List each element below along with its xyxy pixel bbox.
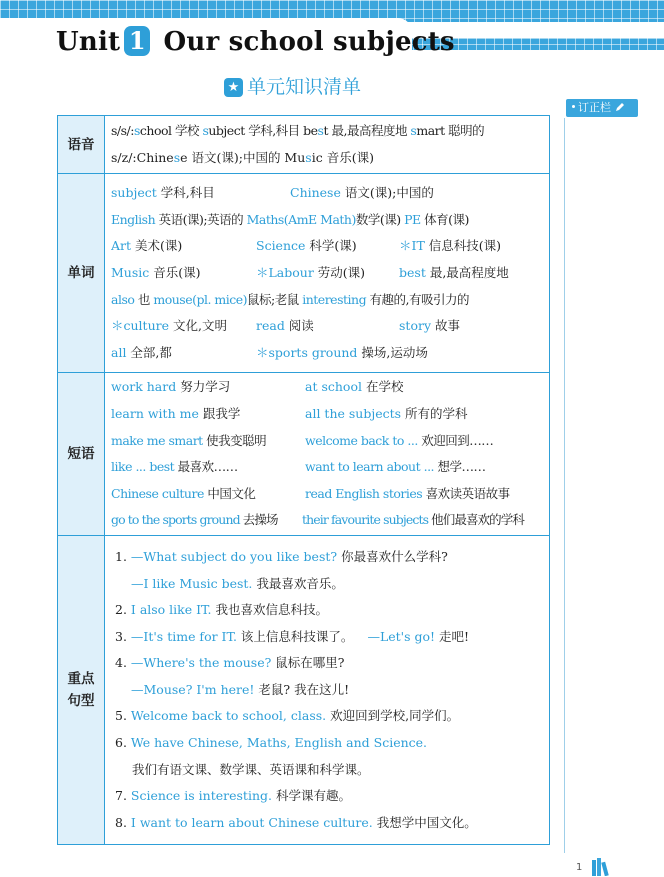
- pronunciation-line-1: [111, 118, 545, 145]
- sentence-number: 1.: [115, 548, 131, 564]
- phrase: welcome back to ...: [305, 432, 418, 448]
- unit-word: Unit: [56, 27, 121, 57]
- pencil-icon: [615, 102, 625, 112]
- phrases-content: [105, 373, 550, 536]
- dot-icon: [572, 105, 575, 108]
- word: subject: [111, 185, 157, 201]
- word: read: [256, 318, 285, 334]
- words-row: [58, 174, 550, 373]
- words-line-6: [111, 313, 545, 340]
- meaning: 欢迎回到……: [417, 432, 494, 448]
- meaning: 使我变聪明: [202, 432, 267, 448]
- word: mouse(pl. mice): [153, 291, 248, 307]
- meaning: 体育(课): [420, 211, 469, 227]
- sentence-en: We have Chinese, Maths, English and Science.: [130, 735, 428, 751]
- meaning: 全部,都: [126, 344, 172, 360]
- sentence-number: 5.: [115, 708, 131, 724]
- books-icon: [591, 858, 615, 876]
- word: story: [399, 318, 432, 334]
- word: ＊culture: [111, 318, 169, 334]
- knowledge-table: [57, 115, 550, 845]
- sentence-zh: 老鼠? 我在这儿!: [254, 681, 350, 697]
- meaning: 操场,运动场: [357, 344, 428, 360]
- word: best: [399, 264, 426, 280]
- meaning: 所有的学科: [401, 405, 468, 421]
- meaning: 他们最喜欢的学科: [428, 512, 524, 528]
- word: interesting: [302, 291, 367, 307]
- sentence-en: —Mouse? I'm here!: [131, 681, 255, 697]
- word: ＊Labour: [256, 264, 314, 280]
- sentence-number: 4.: [115, 655, 131, 671]
- unit-title: [56, 26, 455, 57]
- meaning: 有趣的,有吸引力的: [366, 291, 470, 307]
- phrase: all the subjects: [305, 405, 402, 421]
- meaning: 中国文化: [203, 485, 256, 501]
- word: Maths(AmE Math): [246, 211, 356, 227]
- sentence-4: [111, 650, 545, 677]
- meaning: 数学(课): [355, 211, 405, 227]
- word: ＊sports ground: [256, 344, 358, 360]
- sentence-1: [111, 544, 545, 571]
- meaning: 语文(课);中国的: [340, 185, 434, 201]
- text: s: [305, 149, 312, 165]
- word: PE: [404, 211, 421, 227]
- sentence-7: [111, 783, 545, 810]
- words-line-2: [111, 207, 545, 234]
- sentence-6-translation: [111, 757, 545, 784]
- section-title: [224, 72, 361, 100]
- phrase: their favourite subjects: [302, 512, 429, 528]
- sentence-number: 2.: [115, 602, 131, 618]
- phrase: go to the sports ground: [111, 512, 240, 528]
- sentence-zh: 该上信息科技课了。: [236, 628, 354, 644]
- meaning: 在学校: [361, 379, 404, 395]
- sentence-6: [111, 730, 545, 757]
- text: s/s/:: [111, 123, 134, 138]
- meaning: 最,最高程度地: [425, 264, 509, 280]
- sentence-4-reply: [111, 677, 545, 704]
- unit-number-badge: 1: [124, 26, 150, 56]
- sentence-en: Welcome back to school, class.: [130, 708, 327, 724]
- meaning: 最喜欢……: [174, 459, 238, 475]
- pronunciation-label: 语音: [58, 116, 105, 174]
- sentence-zh: 我们有语文课、数学课、英语课和科学课。: [132, 761, 370, 777]
- sentence-zh: 走吧!: [435, 628, 470, 644]
- text: ubject 学科,科目 be: [208, 123, 318, 138]
- phrase: read English stories: [305, 485, 423, 501]
- word: English: [111, 211, 156, 227]
- text: s: [133, 123, 140, 138]
- phrase-line-6: [111, 507, 545, 534]
- pronunciation-row: [58, 116, 550, 174]
- phrase: like ... best: [111, 459, 175, 475]
- meaning: 想学……: [434, 459, 486, 475]
- sentences-label-line-2: 句型: [67, 693, 95, 710]
- sentence-zh: 你最喜欢什么学科?: [337, 548, 448, 564]
- sentence-en: I want to learn about Chinese culture.: [130, 814, 373, 830]
- sentences-label-line-1: 重点: [67, 671, 95, 688]
- sentence-zh: 鼠标在哪里?: [271, 655, 345, 671]
- phrase: at school: [305, 379, 362, 395]
- sentence-zh: 科学课有趣。: [271, 788, 351, 804]
- word: all: [111, 344, 127, 360]
- text: chool 学校: [139, 123, 203, 138]
- word: Music: [111, 264, 150, 280]
- meaning: 去操场: [239, 512, 278, 528]
- sentence-zh: 我想学中国文化。: [372, 814, 477, 830]
- word: ＊IT: [399, 238, 425, 254]
- meaning: 也: [134, 291, 154, 307]
- phrase-line-3: [111, 428, 545, 455]
- word: also: [111, 291, 135, 307]
- sentence-zh: 欢迎回到学校,同学们。: [326, 708, 460, 724]
- correction-label-text: 订正栏: [578, 101, 611, 114]
- text: ic 音乐(课): [311, 149, 374, 165]
- meaning: 学科,科目: [156, 185, 215, 201]
- sentence-5: [111, 703, 545, 730]
- meaning: 跟我学: [198, 405, 241, 421]
- pronunciation-line-2: [111, 145, 545, 172]
- meaning: 英语(课);英语的: [155, 211, 247, 227]
- section-title-text: 单元知识清单: [247, 76, 362, 98]
- text: s/z/:Chine: [111, 149, 174, 165]
- sentence-en: Science is interesting.: [130, 788, 272, 804]
- meaning: 音乐(课): [149, 264, 201, 280]
- text: s: [173, 149, 181, 165]
- word: Science: [256, 238, 306, 254]
- sentence-en: —I like Music best.: [131, 575, 253, 591]
- phrase-line-4: [111, 454, 545, 481]
- correction-column-line: [564, 118, 565, 853]
- text: s: [410, 123, 417, 138]
- sentence-number: 7.: [115, 788, 131, 804]
- sentence-en: —Let's go!: [367, 628, 436, 644]
- sentence-zh: 我也喜欢信息科技。: [211, 602, 329, 618]
- words-label: 单词: [58, 174, 105, 373]
- meaning: 劳动(课): [313, 264, 366, 280]
- sentence-number: 8.: [115, 814, 131, 830]
- sentence-2: [111, 597, 545, 624]
- sentence-en: —Where's the mouse?: [130, 655, 272, 671]
- meaning: 信息科技(课): [424, 238, 502, 254]
- word: Chinese: [290, 185, 341, 201]
- word: Art: [111, 238, 132, 254]
- words-line-1: [111, 180, 545, 207]
- words-line-3: [111, 233, 545, 260]
- phrases-label: 短语: [58, 373, 105, 536]
- text: mart 聪明的: [416, 123, 485, 138]
- unit-title-text: Our school subjects: [163, 27, 455, 57]
- phrase: learn with me: [111, 405, 199, 421]
- phrase-line-2: [111, 401, 545, 428]
- sentence-en: I also like IT.: [130, 602, 212, 618]
- sentences-row: [58, 535, 550, 845]
- text: s: [317, 123, 324, 138]
- meaning: 美术(课): [131, 238, 183, 254]
- text: e 语文(课);中国的 Mu: [180, 149, 306, 165]
- words-line-5: [111, 287, 545, 314]
- page-number: 1: [576, 862, 583, 873]
- phrase-line-5: [111, 481, 545, 508]
- words-content: [105, 174, 550, 373]
- phrase: work hard: [111, 379, 177, 395]
- words-line-4: [111, 260, 545, 287]
- meaning: 阅读: [284, 318, 314, 334]
- sentence-8: [111, 810, 545, 837]
- phrase: make me smart: [111, 432, 203, 448]
- meaning: 故事: [431, 318, 460, 334]
- sentence-1-reply: [111, 571, 545, 598]
- meaning: 努力学习: [176, 379, 231, 395]
- sentence-zh: 我最喜欢音乐。: [252, 575, 344, 591]
- correction-column-label: [566, 99, 638, 117]
- sentence-en: —It's time for IT.: [130, 628, 237, 644]
- sentence-number: 3.: [115, 628, 131, 644]
- text: t 最,最高程度地: [323, 123, 411, 138]
- star-icon: ★: [224, 78, 243, 97]
- sentence-number: 6.: [115, 735, 131, 751]
- text: s: [202, 123, 209, 138]
- sentence-3: [111, 624, 545, 651]
- phrase: want to learn about ...: [305, 459, 435, 475]
- sentence-en: —What subject do you like best?: [130, 548, 338, 564]
- meaning: 文化,文明: [169, 318, 227, 334]
- pronunciation-content: [105, 116, 550, 174]
- meaning: 喜欢读英语故事: [422, 485, 510, 501]
- phrases-row: [58, 373, 550, 536]
- phrase: Chinese culture: [111, 485, 204, 501]
- meaning: 鼠标;老鼠: [247, 291, 303, 307]
- meaning: 科学(课): [305, 238, 357, 254]
- phrase-line-1: [111, 374, 545, 401]
- words-line-7: [111, 340, 545, 367]
- sentences-label: [58, 535, 105, 845]
- sentences-content: [105, 535, 550, 845]
